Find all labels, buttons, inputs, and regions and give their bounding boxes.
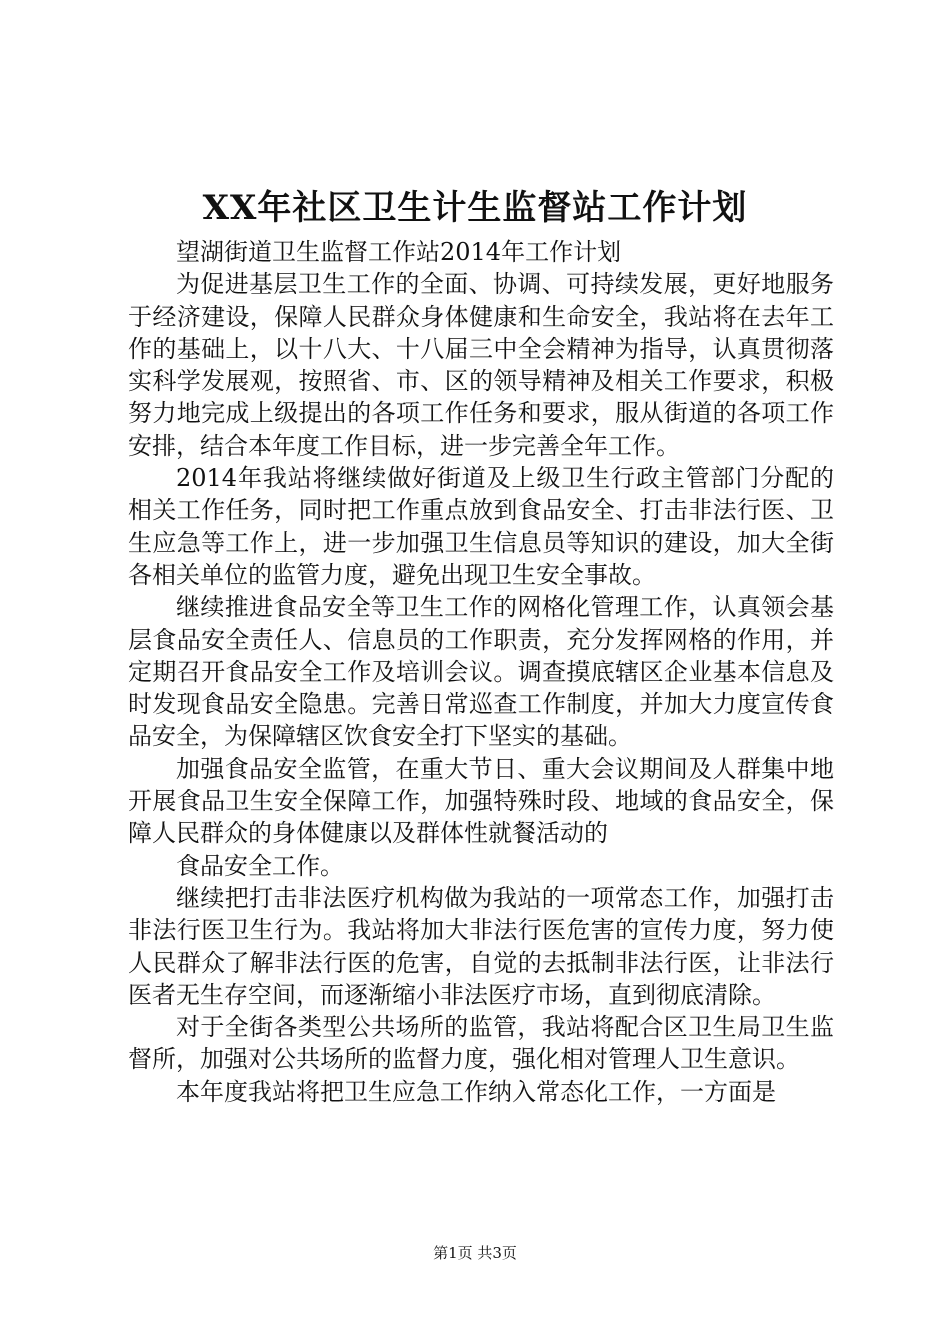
paragraph-intro: 为促进基层卫生工作的全面、协调、可持续发展，更好地服务于经济建设，保障人民群众身体健康和生命安全，我站将在去年工作的基础上，以十八大、十八届三中全会精神为指导，认真贯彻落实科学发展观，按照省、市、区的领导精神及相关工作要求，积极努力地完成上级提出的各项工作任务和要求，服从街道的各项工作安排，结合本年度工作目标，进一步完善全年工作。 xyxy=(128,270,834,460)
paragraph-food-safety: 加强食品安全监管，在重大节日、重大会议期间及人群集中地开展食品卫生安全保障工作，加强特殊时段、地域的食品安全，保障人民群众的身体健康以及群体性就餐活动的 xyxy=(128,754,834,848)
document-body xyxy=(128,236,834,1108)
paragraph-grid-management: 继续推进食品安全等卫生工作的网格化管理工作，认真领会基层食品安全责任人、信息员的工作职责，充分发挥网格的作用，并定期召开食品安全工作及培训会议。调查摸底辖区企业基本信息及时发现食品安全隐患。完善日常巡查工作制度，并加大力度宣传食品安全，为保障辖区饮食安全打下坚实的基础。 xyxy=(128,593,834,751)
document-subtitle: 望湖街道卫生监督工作站2014年工作计划 xyxy=(176,238,622,266)
paragraph-2014-tasks: 2014年我站将继续做好街道及上级卫生行政主管部门分配的相关工作任务，同时把工作重点放到食品安全、打击非法行医、卫生应急等工作上，进一步加强卫生信息员等知识的建设，加大全街各相关单位的监管力度，避免出现卫生安全事故。 xyxy=(128,464,834,589)
paragraph-food-safety-cont: 食品安全工作。 xyxy=(176,851,344,880)
paragraph-public-places: 对于全街各类型公共场所的监管，我站将配合区卫生局卫生监督所，加强对公共场所的监督力度，强化相对管理人卫生意识。 xyxy=(128,1013,834,1074)
paragraph-illegal-medical: 继续把打击非法医疗机构做为我站的一项常态工作，加强打击非法行医卫生行为。我站将加大非法行医危害的宣传力度，努力使人民群众了解非法行医的危害，自觉的去抵制非法行医，让非法行医者无生存空间，而逐渐缩小非法医疗市场，直到彻底清除。 xyxy=(128,883,834,1009)
page-footer: 第1页 共3页 xyxy=(433,1244,517,1262)
document-title: XX年社区卫生计生监督站工作计划 xyxy=(202,188,748,228)
paragraph-emergency: 本年度我站将把卫生应急工作纳入常态化工作，一方面是 xyxy=(176,1077,776,1106)
